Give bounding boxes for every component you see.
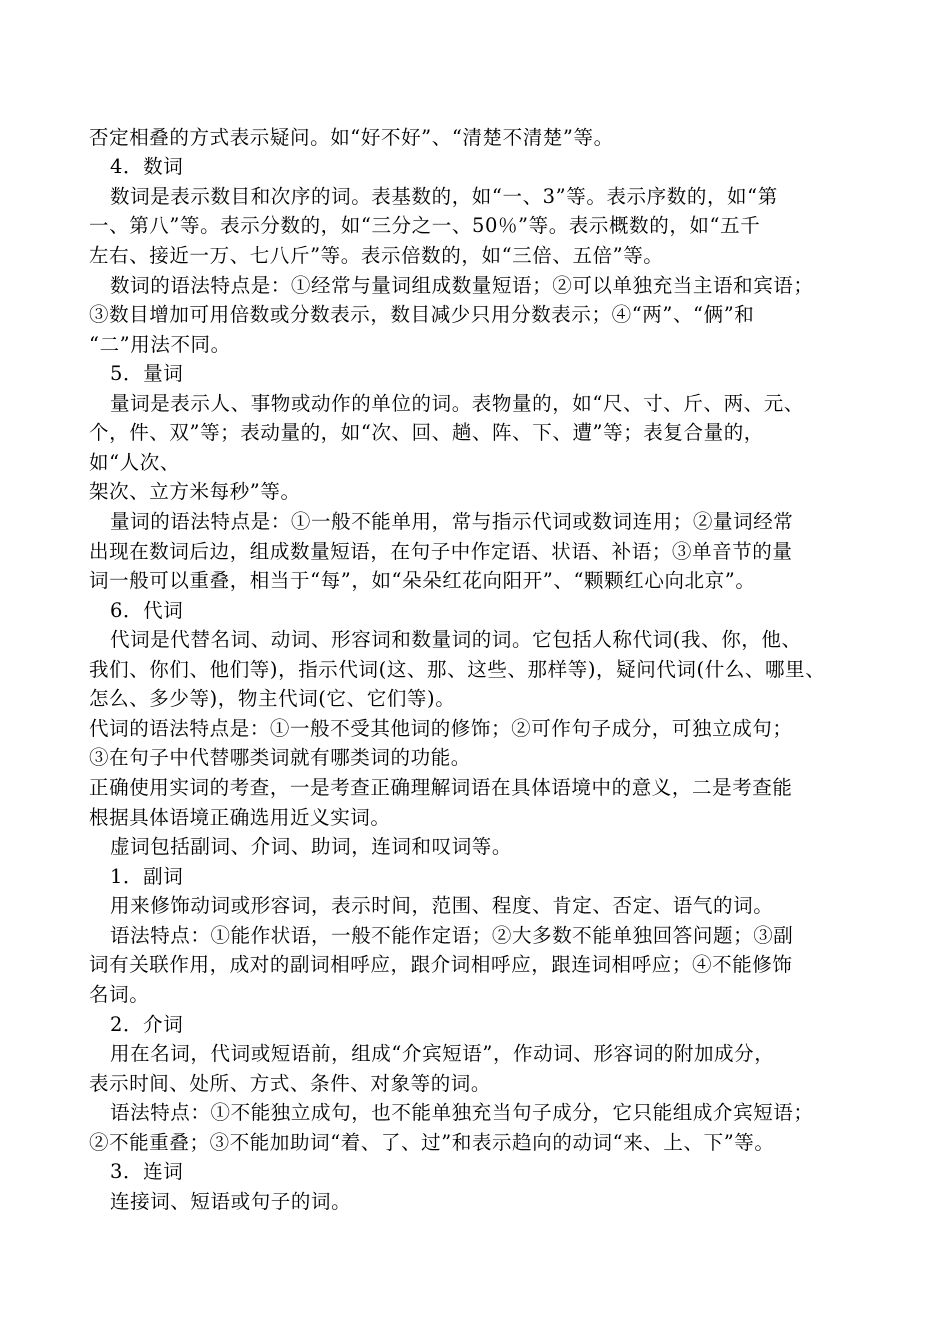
text-line: 怎么、多少等)，物主代词(它、它们等)。	[89, 687, 456, 710]
text-line: 左右、接近一万、七八斤”等。表示倍数的，如“三倍、五倍”等。	[89, 244, 664, 267]
text-line: 表示时间、处所、方式、条件、对象等的词。	[89, 1072, 492, 1095]
text-line: 语法特点：①能作状语，一般不能作定语；②大多数不能单独回答问题；③副	[110, 924, 794, 947]
text-line: 架次、立方米每秒”等。	[89, 480, 301, 503]
text-line: 代词是代替名词、动词、形容词和数量词的词。它包括人称代词(我、你，他、	[110, 628, 802, 651]
text-line: 如“人次、	[89, 451, 180, 474]
text-line: 数词是表示数目和次序的词。表基数的，如“一、3”等。表示序数的，如“第	[110, 185, 778, 208]
section-heading: 1．副词	[110, 865, 184, 888]
section-heading: 5．量词	[110, 362, 184, 385]
text-line: “二”用法不同。	[89, 333, 231, 356]
text-line: ③在句子中代替哪类词就有哪类词的功能。	[89, 746, 471, 769]
text-line: 根据具体语境正确选用近义实词。	[89, 806, 391, 829]
text-line: 虚词包括副词、介词、助词，连词和叹词等。	[110, 835, 513, 858]
text-line: 代词的语法特点是：①一般不受其他词的修饰；②可作句子成分，可独立成句；	[89, 717, 793, 740]
text-line: 出现在数词后边，组成数量短语，在句子中作定语、状语、补语；③单音节的量	[89, 540, 793, 563]
text-line: 量词是表示人、事物或动作的单位的词。表物量的，如“尺、寸、斤、两、元、	[110, 392, 804, 415]
text-line: 正确使用实词的考查，一是考查正确理解词语在具体语境中的意义，二是考查能	[89, 776, 793, 799]
text-line: 否定相叠的方式表示疑问。如“好不好”、“清楚不清楚”等。	[89, 126, 614, 149]
text-line: 词有关联作用，成对的副词相呼应，跟介词相呼应，跟连词相呼应；④不能修饰	[89, 953, 793, 976]
text-line: 用在名词，代词或短语前，组成“介宾短语”，作动词、形容词的附加成分，	[110, 1042, 775, 1065]
text-line: ②不能重叠；③不能加助词“着、了、过”和表示趋向的动词“来、上、下”等。	[89, 1131, 775, 1154]
text-line: ③数目增加可用倍数或分数表示，数目减少只用分数表示；④“两”、“俩”和	[89, 303, 755, 326]
section-heading: 4．数词	[110, 155, 184, 178]
section-heading: 2．介词	[110, 1013, 184, 1036]
text-line: 量词的语法特点是：①一般不能单用，常与指示代词或数词连用；②量词经常	[110, 510, 794, 533]
text-line: 名词。	[89, 983, 150, 1006]
text-line: 我们、你们、他们等)，指示代词(这、那、这些、那样等)，疑问代词(什么、哪里、	[89, 658, 826, 681]
section-heading: 3．连词	[110, 1160, 184, 1183]
section-heading: 6．代词	[110, 599, 184, 622]
text-line: 用来修饰动词或形容词，表示时间，范围、程度、肯定、否定、语气的词。	[110, 894, 774, 917]
text-line: 数词的语法特点是：①经常与量词组成数量短语；②可以单独充当主语和宾语；	[110, 274, 814, 297]
text-line: 个，件、双”等；表动量的，如“次、回、趟、阵、下、遭”等；表复合量的，	[89, 421, 764, 444]
text-line: 一、第八”等。表示分数的，如“三分之一、50％”等。表示概数的，如“五千	[89, 214, 761, 237]
text-line: 词一般可以重叠，相当于“每”，如“朵朵红花向阳开”、“颗颗红心向北京”。	[89, 569, 756, 592]
text-line: 语法特点：①不能独立成句，也不能单独充当句子成分，它只能组成介宾短语；	[110, 1101, 814, 1124]
text-line: 连接词、短语或句子的词。	[110, 1190, 352, 1213]
